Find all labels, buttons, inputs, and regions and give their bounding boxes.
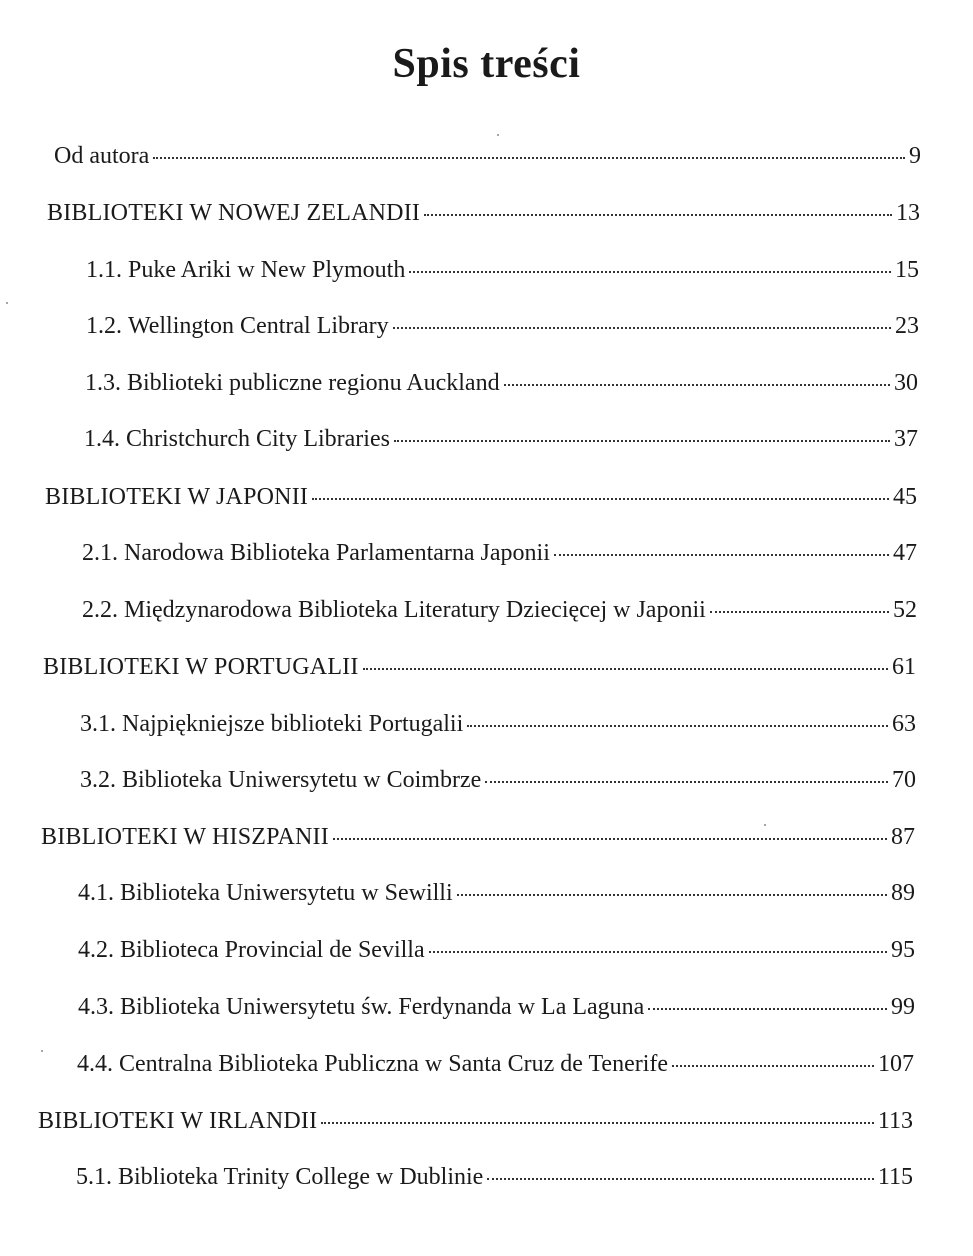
toc-entry-title: Centralna Biblioteka Publiczna w Santa Cruz de Tenerife	[119, 1051, 669, 1077]
toc-entry-label	[47, 196, 420, 230]
toc-entry-title: Biblioteca Provincial de Sevilla	[120, 937, 425, 963]
toc-entry-title: Biblioteka Uniwersytetu św. Ferdynanda w La Laguna	[120, 994, 645, 1020]
toc-entry-page: 95	[891, 937, 915, 963]
toc-entry-label	[82, 536, 550, 570]
scan-speck	[6, 302, 8, 304]
toc-entry-label	[78, 990, 644, 1024]
toc-entry-page: 63	[892, 711, 916, 737]
toc-entry-page: 52	[893, 597, 917, 623]
dot-leader	[363, 668, 888, 670]
toc-entry[interactable]	[80, 707, 916, 741]
toc-entry[interactable]	[85, 366, 918, 400]
toc-entry-page: 37	[894, 426, 918, 452]
dot-leader	[429, 951, 887, 953]
toc-entry[interactable]	[77, 1047, 914, 1081]
toc-entry-title: Od autora	[54, 143, 150, 169]
page-title: Spis treści	[392, 41, 581, 87]
dot-leader	[487, 1178, 874, 1180]
dot-leader	[424, 214, 892, 216]
toc-entry-label	[85, 366, 500, 400]
toc-entry-title: BIBLIOTEKI W PORTUGALII	[43, 654, 359, 680]
dot-leader	[321, 1122, 874, 1124]
dot-leader	[409, 271, 891, 273]
toc-entry-title: Wellington Central Library	[128, 313, 389, 339]
toc-entry-label	[84, 422, 390, 456]
scan-speck	[764, 824, 766, 826]
toc-entry-title: BIBLIOTEKI W JAPONII	[45, 484, 309, 510]
toc-entry[interactable]	[82, 536, 917, 570]
toc-entry-number: 4.2.	[78, 937, 114, 963]
dot-leader	[333, 838, 887, 840]
toc-entry[interactable]	[47, 196, 920, 230]
toc-entry-title: Najpiękniejsze biblioteki Portugalii	[122, 711, 464, 737]
dot-leader	[504, 384, 890, 386]
toc-entry-title: Biblioteki publiczne regionu Auckland	[127, 370, 500, 396]
toc-entry-title: BIBLIOTEKI W IRLANDII	[38, 1108, 318, 1134]
toc-entry-page: 15	[895, 257, 919, 283]
toc-entry-number: 4.4.	[77, 1051, 113, 1077]
toc-entry[interactable]	[80, 763, 916, 797]
toc-entry-number: 4.1.	[78, 880, 114, 906]
toc-entry-number: 5.1.	[76, 1164, 112, 1190]
dot-leader	[485, 781, 888, 783]
toc-entry[interactable]	[43, 650, 916, 684]
toc-entry-page: 99	[891, 994, 915, 1020]
toc-entry-title: BIBLIOTEKI W HISZPANII	[41, 824, 329, 850]
toc-entry-label	[80, 707, 463, 741]
toc-entry-label	[86, 253, 405, 287]
toc-entry-label	[82, 593, 706, 627]
toc-entry-title: BIBLIOTEKI W NOWEJ ZELANDII	[47, 200, 421, 226]
toc-entry-number: 3.1.	[80, 711, 116, 737]
toc-entry-page: 45	[893, 484, 917, 510]
toc-entry[interactable]	[78, 933, 915, 967]
toc-entry[interactable]	[82, 593, 917, 627]
toc-entry-label	[41, 820, 329, 854]
toc-entry-number: 1.1.	[86, 257, 122, 283]
toc-entry[interactable]	[76, 1160, 913, 1194]
scan-speck	[41, 1050, 43, 1052]
toc-entry-title: Narodowa Biblioteka Parlamentarna Japonii	[124, 540, 550, 566]
toc-entry-page: 47	[893, 540, 917, 566]
toc-entry-page: 13	[896, 200, 920, 226]
toc-entry-number: 3.2.	[80, 767, 116, 793]
toc-entry-label	[48, 139, 149, 173]
toc-entry[interactable]	[38, 1104, 913, 1138]
dot-leader	[394, 440, 890, 442]
toc-entry-label	[38, 1104, 317, 1138]
toc-entry[interactable]	[48, 139, 921, 173]
toc-entry-page: 113	[877, 1108, 913, 1134]
toc-entry-number: 4.3.	[78, 994, 114, 1020]
toc-entry-label	[45, 480, 308, 514]
toc-entry-page: 9	[909, 143, 921, 169]
dot-leader	[467, 725, 888, 727]
toc-entry[interactable]	[78, 876, 915, 910]
toc-entry[interactable]	[41, 820, 915, 854]
toc-entry-title: Biblioteka Uniwersytetu w Sewilli	[120, 880, 453, 906]
toc-entry-page: 23	[895, 313, 919, 339]
dot-leader	[457, 894, 887, 896]
toc-entry-page: 30	[894, 370, 918, 396]
dot-leader	[710, 611, 889, 613]
toc-entry-number: 2.2.	[82, 597, 118, 623]
scan-speck	[497, 134, 499, 136]
toc-entry-label	[77, 1047, 668, 1081]
toc-entry[interactable]	[78, 990, 915, 1024]
toc-entry-title: Christchurch City Libraries	[126, 426, 390, 452]
toc-entry-number: 1.4.	[84, 426, 120, 452]
toc-entry-label	[76, 1160, 483, 1194]
toc-entry-page: 61	[892, 654, 916, 680]
toc-entry-title: Międzynarodowa Biblioteka Literatury Dziecięcej w Japonii	[124, 597, 706, 623]
toc-entry[interactable]	[45, 480, 917, 514]
toc-entry[interactable]	[84, 422, 918, 456]
toc-entry-number: 1.2.	[86, 313, 122, 339]
toc-entry-label	[86, 309, 389, 343]
dot-leader	[312, 498, 889, 500]
dot-leader	[554, 554, 889, 556]
dot-leader	[672, 1065, 874, 1067]
dot-leader	[153, 157, 905, 159]
toc-entry-title: Biblioteka Trinity College w Dublinie	[118, 1164, 484, 1190]
toc-entry-page: 87	[891, 824, 915, 850]
toc-entry-number: 1.3.	[85, 370, 121, 396]
toc-entry-label	[78, 876, 453, 910]
toc-entry-title: Puke Ariki w New Plymouth	[128, 257, 406, 283]
toc-entry[interactable]	[86, 309, 919, 343]
toc-entry[interactable]	[86, 253, 919, 287]
toc-entry-label	[78, 933, 425, 967]
toc-entry-title: Biblioteka Uniwersytetu w Coimbrze	[122, 767, 482, 793]
toc-entry-page: 70	[892, 767, 916, 793]
toc-entry-number: 2.1.	[82, 540, 118, 566]
toc-entry-page: 89	[891, 880, 915, 906]
toc-entry-page: 115	[877, 1164, 913, 1190]
toc-entry-label	[80, 763, 481, 797]
toc-entry-page: 107	[878, 1051, 914, 1077]
dot-leader	[648, 1008, 887, 1010]
toc-entry-label	[43, 650, 359, 684]
dot-leader	[393, 327, 891, 329]
